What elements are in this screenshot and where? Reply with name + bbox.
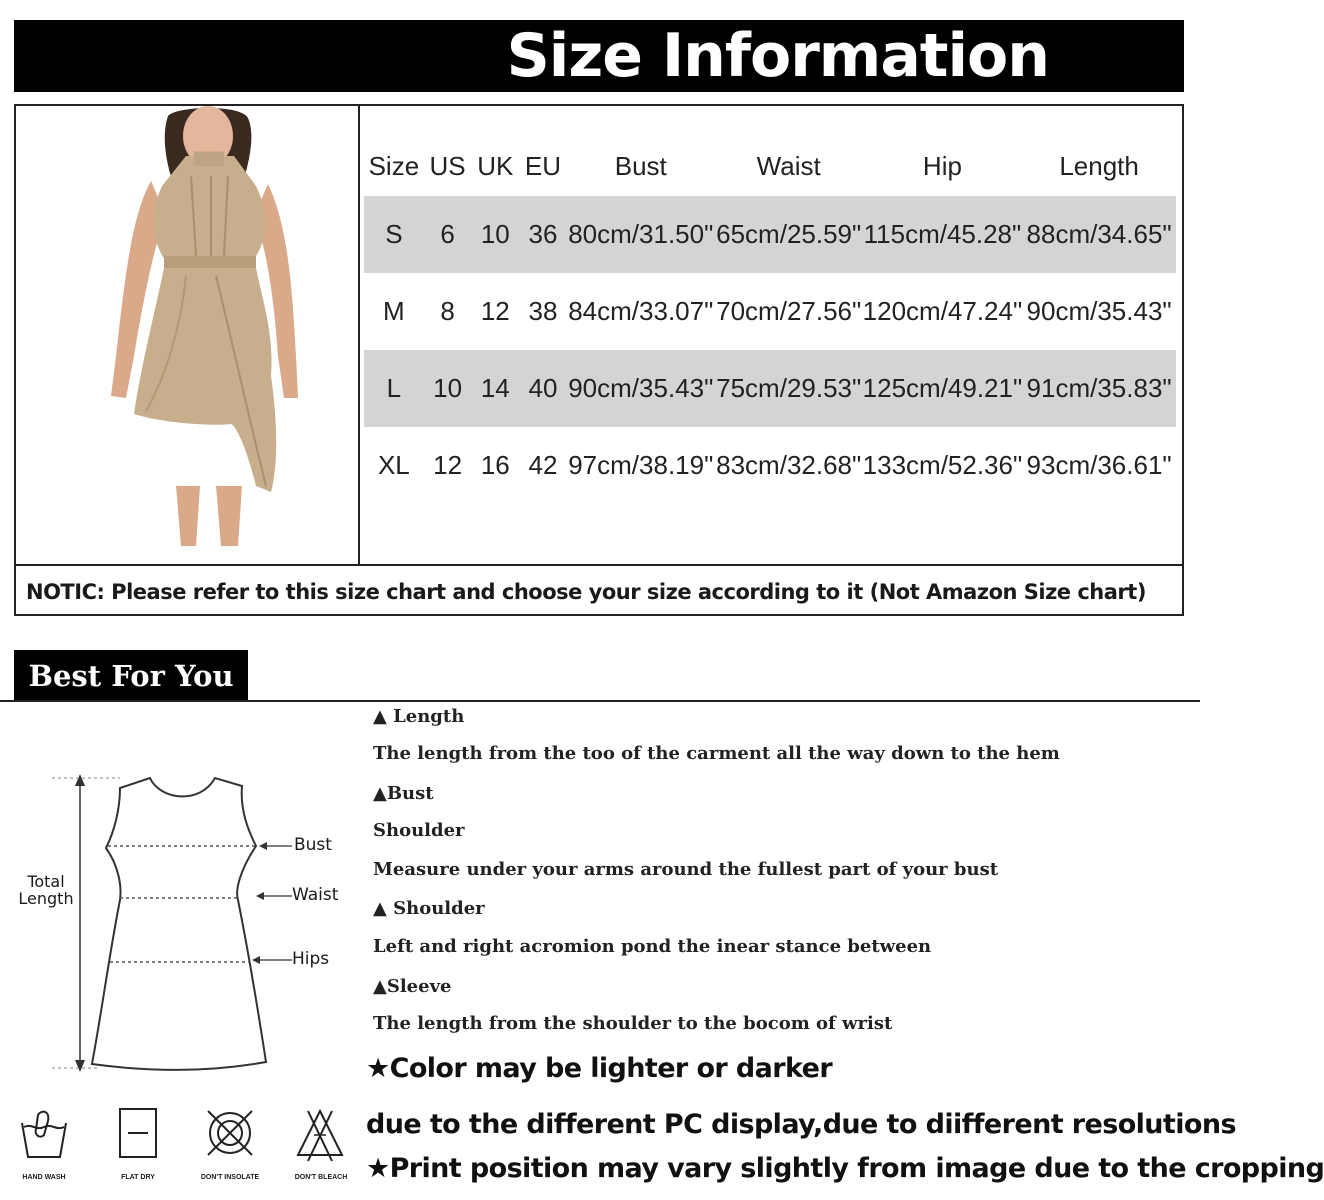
size-table-cell — [360, 106, 1182, 564]
table-cell: L — [364, 350, 424, 427]
flat-dry-label: FLAT DRY — [121, 1174, 155, 1181]
table-cell: 115cm/45.28" — [863, 196, 1023, 273]
table-cell: 88cm/34.65" — [1022, 196, 1176, 273]
table-cell: S — [364, 196, 424, 273]
table-cell: 42 — [528, 450, 558, 480]
do-not-bleach-icon — [290, 1105, 350, 1185]
table-cell: 70cm/27.56" — [716, 296, 862, 326]
table-row — [364, 196, 1176, 273]
table-cell: 8 — [440, 296, 455, 326]
col-header-hip: Hip — [922, 150, 962, 181]
table-cell: 93cm/36.61" — [1026, 450, 1172, 480]
table-cell: 6 — [424, 196, 472, 273]
table-cell: 84cm/33.07" — [568, 296, 714, 326]
size-notice: NOTIC: Please refer to this size chart and choose your size according to it (Not Amazon Size chart) — [16, 564, 1182, 618]
section-divider — [0, 700, 1200, 702]
table-cell: 91cm/35.83" — [1022, 350, 1176, 427]
table-cell: 90cm/35.43" — [1026, 296, 1172, 326]
total-length-label-line1: Total — [27, 872, 65, 891]
size-chart-frame — [14, 104, 1184, 616]
table-row — [364, 350, 1176, 427]
col-header-bust: Bust — [614, 150, 667, 181]
total-length-label — [16, 873, 76, 907]
shoulder-heading: ▲ Shoulder — [373, 898, 485, 919]
waist-label: Waist — [292, 885, 339, 905]
product-photo-cell — [16, 106, 360, 564]
best-for-you-tab: Best For You — [14, 650, 248, 702]
table-cell: 38 — [528, 296, 558, 326]
table-row — [364, 427, 1176, 504]
sleeve-heading: ▲Sleeve — [373, 976, 452, 997]
table-cell: 12 — [433, 450, 463, 480]
table-cell: 10 — [424, 350, 472, 427]
do-not-iron-icon — [200, 1105, 260, 1185]
table-cell: 14 — [471, 350, 519, 427]
color-note: ★Color may be lighter or darker — [366, 1053, 833, 1084]
table-cell: 133cm/52.36" — [862, 450, 1023, 480]
table-cell: 10 — [471, 196, 519, 273]
measurement-diagram — [10, 770, 360, 1075]
table-cell: 65cm/25.59" — [715, 196, 863, 273]
hips-label: Hips — [292, 949, 330, 969]
print-position-note: ★Print position may vary slightly from image due to the cropping — [366, 1153, 1324, 1184]
table-cell: 12 — [480, 296, 510, 326]
table-cell: 80cm/31.50" — [567, 196, 715, 273]
total-length-label-line2: Length — [18, 889, 74, 908]
table-cell: 120cm/47.24" — [862, 296, 1023, 326]
col-header-waist: Waist — [756, 150, 821, 181]
size-table — [364, 136, 1176, 504]
table-cell: M — [383, 296, 405, 326]
table-cell: 36 — [519, 196, 567, 273]
table-cell: 97cm/38.19" — [568, 450, 714, 480]
shoulder-text: Shoulder — [373, 820, 465, 841]
table-cell: 90cm/35.43" — [567, 350, 715, 427]
size-table-header-row — [364, 136, 1176, 196]
table-cell: XL — [377, 450, 410, 480]
do-not-bleach-label: DON'T BLEACH — [294, 1174, 348, 1181]
sleeve-description: The length from the shoulder to the bocom of wrist — [373, 1013, 893, 1034]
title-bar — [14, 20, 1184, 92]
col-header-eu: EU — [524, 150, 562, 181]
do-not-iron-label: DON'T INSOLATE — [200, 1174, 260, 1181]
bust-label: Bust — [294, 835, 332, 855]
length-heading: ▲ Length — [373, 706, 465, 727]
length-description: The length from the too of the carment all the way down to the hem — [373, 743, 1060, 764]
flat-dry-icon — [108, 1105, 168, 1185]
bust-heading: ▲Bust — [373, 783, 434, 804]
table-cell: 16 — [480, 450, 510, 480]
table-cell: 125cm/49.21" — [863, 350, 1023, 427]
hand-wash-label: HAND WASH — [22, 1174, 66, 1181]
table-row — [364, 273, 1176, 350]
display-note: due to the different PC display,due to diifferent resolutions — [366, 1109, 1236, 1140]
col-header-length: Length — [1059, 150, 1139, 181]
col-header-us: US — [429, 150, 466, 181]
model-dress-photo — [16, 106, 358, 564]
col-header-size: Size — [368, 150, 420, 181]
hand-wash-icon — [14, 1105, 74, 1185]
col-header-uk: UK — [477, 150, 514, 181]
page-title: Size Information — [506, 21, 1049, 91]
table-cell: 83cm/32.68" — [716, 450, 862, 480]
table-cell: 40 — [519, 350, 567, 427]
bust-description: Measure under your arms around the fullest part of your bust — [373, 859, 999, 880]
table-cell: 75cm/29.53" — [715, 350, 863, 427]
shoulder-description: Left and right acromion pond the inear stance between — [373, 936, 932, 957]
